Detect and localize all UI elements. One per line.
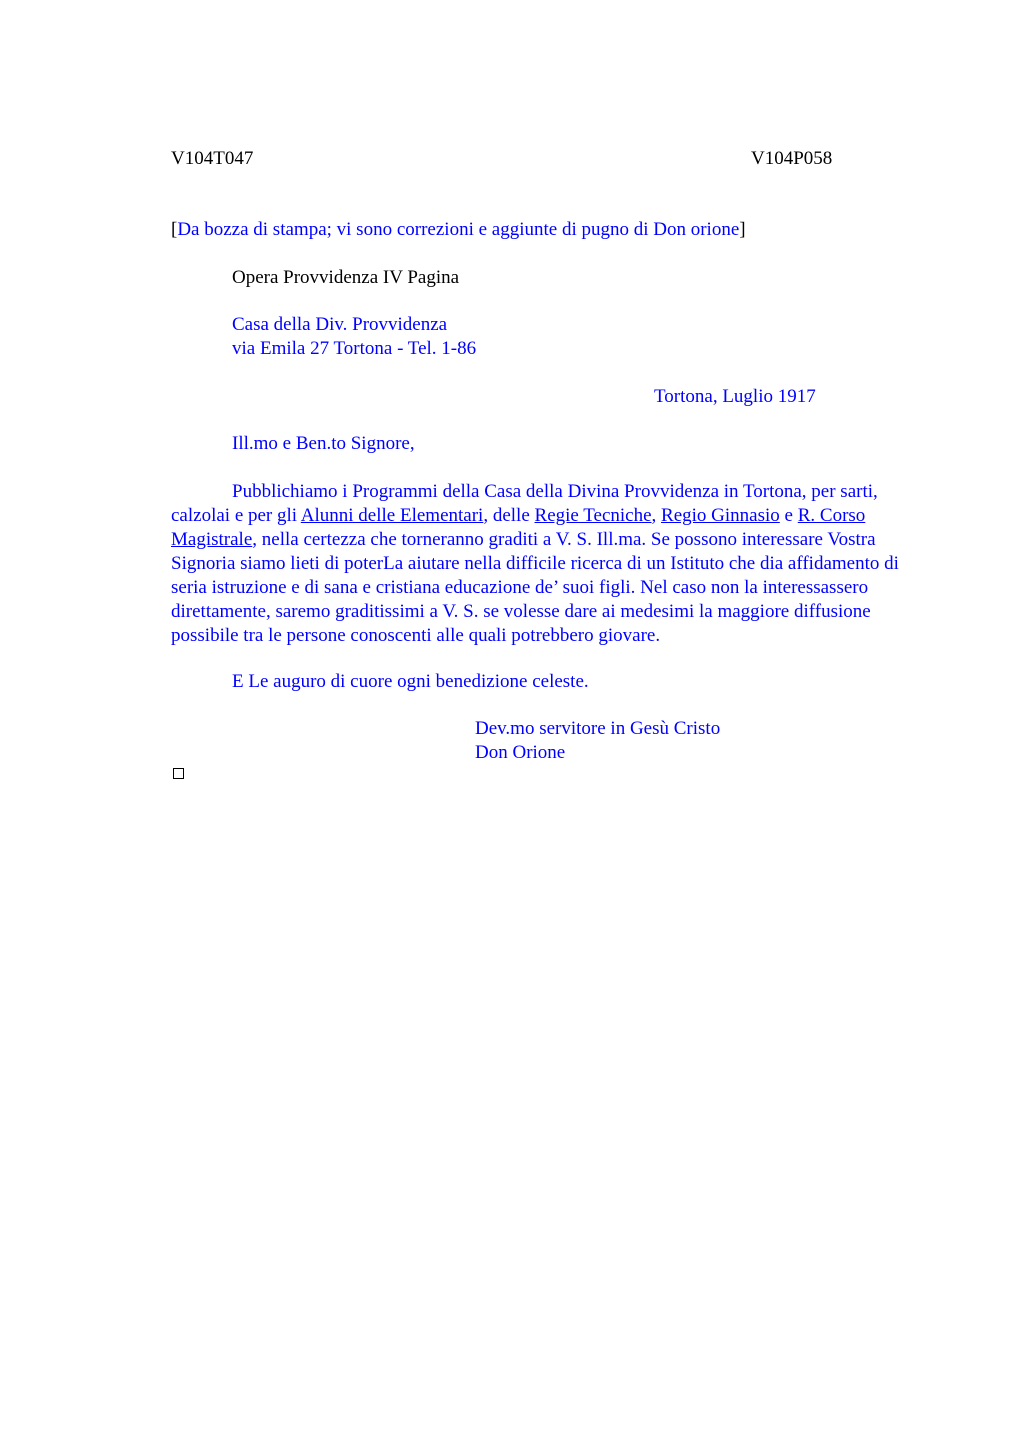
link-corso-magistrale: R. Corso Magistrale — [171, 505, 866, 550]
link-regio-ginnasio: Regio Ginnasio — [661, 505, 780, 526]
document-page — [171, 0, 931, 1450]
note-text: Da bozza di stampa; vi sono correzioni e aggiunte di pugno di Don orione — [177, 219, 740, 240]
address-line-2: via Emila 27 Tortona - Tel. 1-86 — [232, 338, 477, 359]
body-text: Pubblichiamo i Programmi della Casa della Divina Provvidenza in Tortona, per sarti, calzolai e per gli — [171, 481, 878, 526]
end-marker-checkbox — [173, 768, 184, 779]
body-text: , nella certezza che torneranno graditi a V. S. Ill.ma. Se possono interessare Vostra Signoria siamo lieti di poterLa aiutare nella difficile ricerca di un Istituto che dia affidamento di seria istruzione e di sana e cristiana educazione de’ suoi figli. Nel caso non la interessassero direttamente, saremo graditissimi a V. S. se volesse dare ai medesimi la maggiore diffusione possibile tra le persone conoscenti alle quali potrebbero giovare. — [171, 529, 899, 646]
closing-line: E Le auguro di cuore ogni benedizione celeste. — [232, 671, 589, 692]
letter-body — [171, 480, 931, 648]
body-text: e — [779, 505, 798, 526]
note-close-bracket: ] — [739, 219, 746, 240]
signature-name: Don Orione — [475, 742, 566, 763]
letterhead-heading: Opera Provvidenza IV Pagina — [232, 267, 460, 288]
header-left-code: V104T047 — [171, 148, 254, 169]
header-right-code: V104P058 — [751, 148, 833, 169]
editorial-note — [171, 218, 746, 242]
note-open-bracket: [ — [171, 219, 178, 240]
address-line-1: Casa della Div. Provvidenza — [232, 314, 448, 335]
body-text: , — [651, 505, 662, 526]
signature-line-1: Dev.mo servitore in Gesù Cristo — [475, 718, 721, 739]
body-text: , delle — [483, 505, 535, 526]
link-regie-tecniche: Regie Tecniche — [534, 505, 652, 526]
link-alunni-elementari: Alunni delle Elementari — [300, 505, 484, 526]
letter-date: Tortona, Luglio 1917 — [654, 386, 816, 407]
salutation: Ill.mo e Ben.to Signore, — [232, 433, 415, 454]
